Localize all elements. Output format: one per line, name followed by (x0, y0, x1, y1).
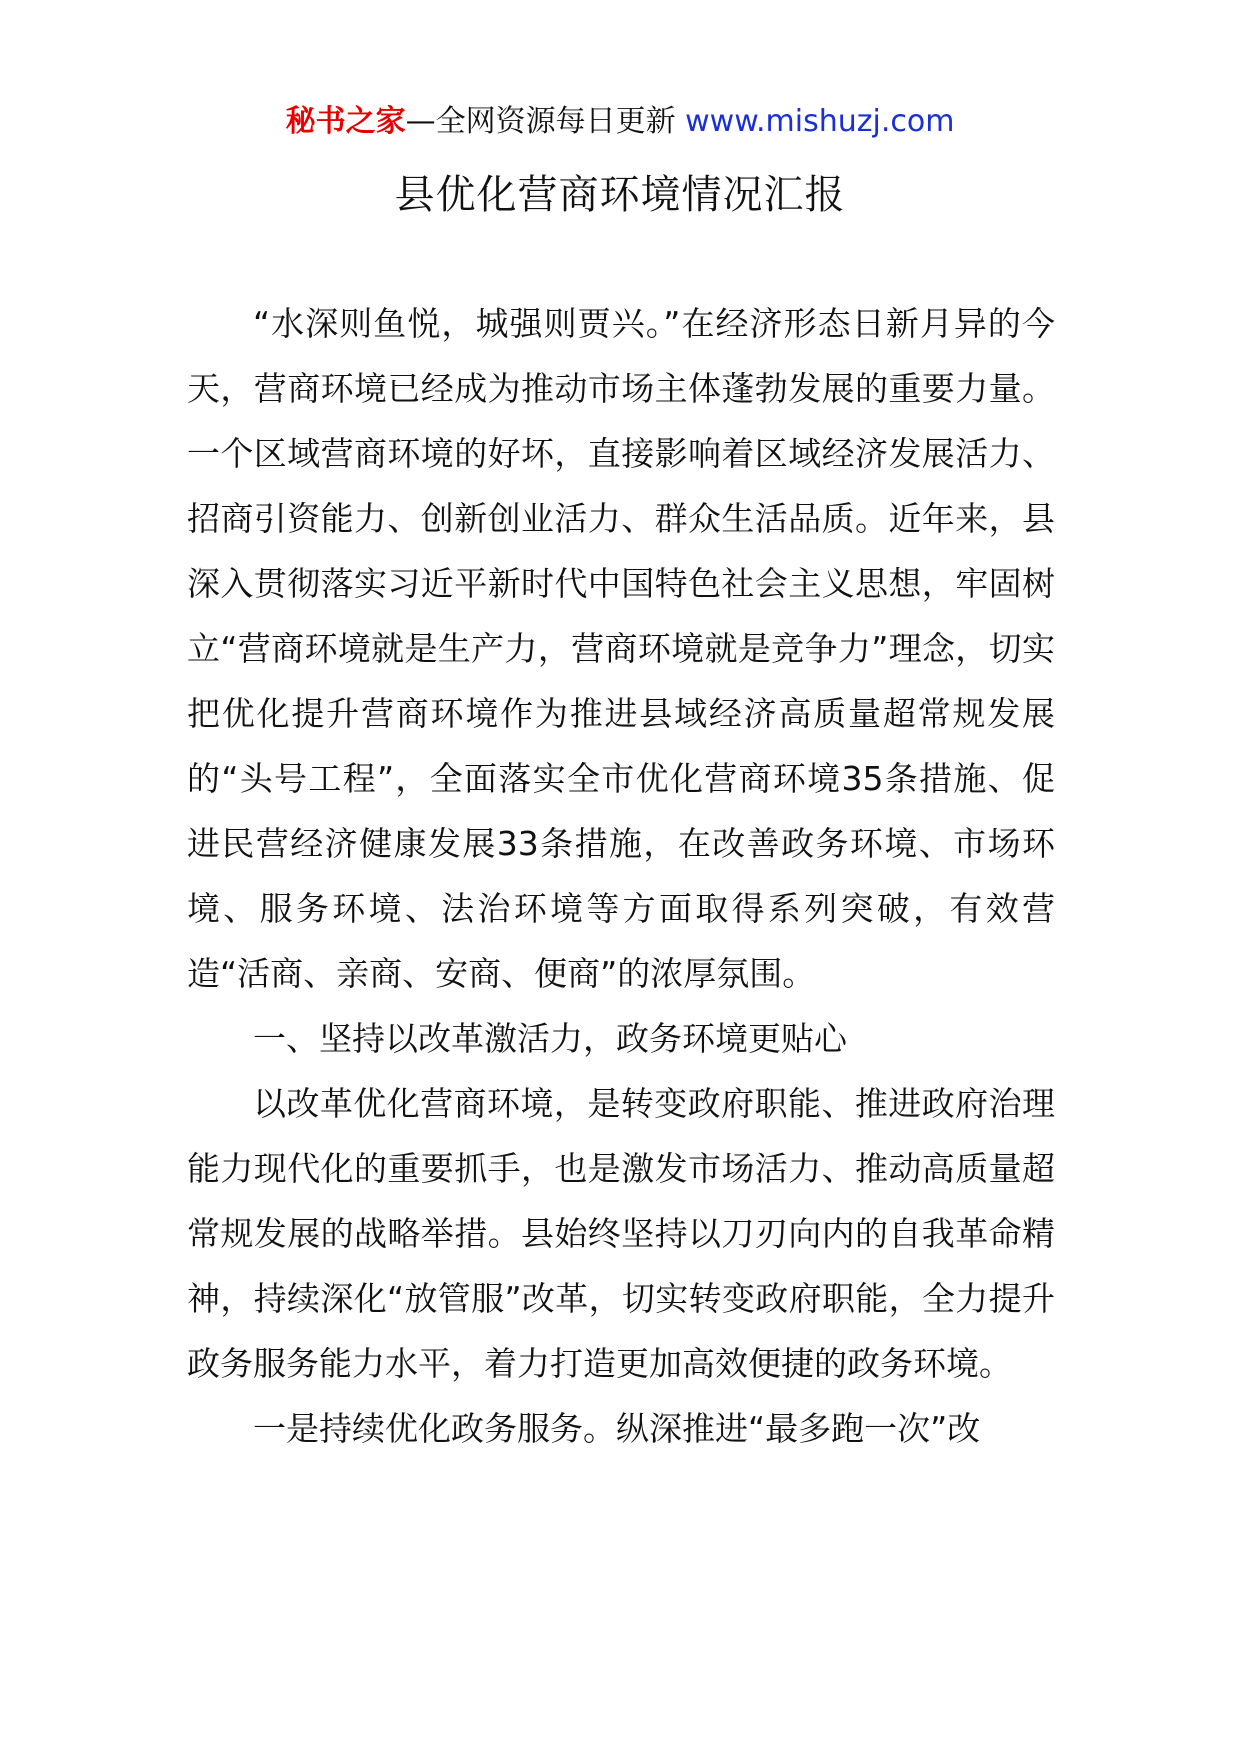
section-paragraph: 以改革优化营商环境，是转变政府职能、推进政府治理能力现代化的重要抓手，也是激发市场活力、推动高质量超常规发展的战略举措。县始终坚持以刀刃向内的自我革命精神，持续深化“放管服”改革，切实转变政府职能，全力提升政务服务能力水平，着力打造更加高效便捷的政务环境。 (187, 1084, 1055, 1383)
site-slogan: —全网资源每日更新 (405, 104, 686, 139)
document-body (187, 291, 1055, 1461)
site-banner (0, 101, 1240, 143)
subsection-paragraph: 一是持续优化政务服务。纵深推进“最多跑一次”改 (253, 1409, 981, 1448)
document-title: 县优化营商环境情况汇报 (394, 172, 846, 218)
site-name: 秘书之家 (285, 104, 406, 139)
site-url-link[interactable]: www.mishuzj.com (685, 104, 955, 139)
intro-paragraph: “水深则鱼悦，城强则贾兴。”在经济形态日新月异的今天，营商环境已经成为推动市场主体蓬勃发展的重要力量。一个区域营商环境的好坏，直接影响着区域经济发展活力、招商引资能力、创新创业活力、群众生活品质。近年来，县深入贯彻落实习近平新时代中国特色社会主义思想，牢固树立“营商环境就是生产力，营商环境就是竞争力”理念，切实把优化提升营商环境作为推进县域经济高质量超常规发展的“头号工程”，全面落实全市优化营商环境35条措施、促进民营经济健康发展33条措施，在改善政务环境、市场环境、服务环境、法治环境等方面取得系列突破，有效营造“活商、亲商、安商、便商”的浓厚氛围。 (187, 304, 1055, 993)
section-heading: 一、坚持以改革激活力，政务环境更贴心 (253, 1019, 847, 1058)
